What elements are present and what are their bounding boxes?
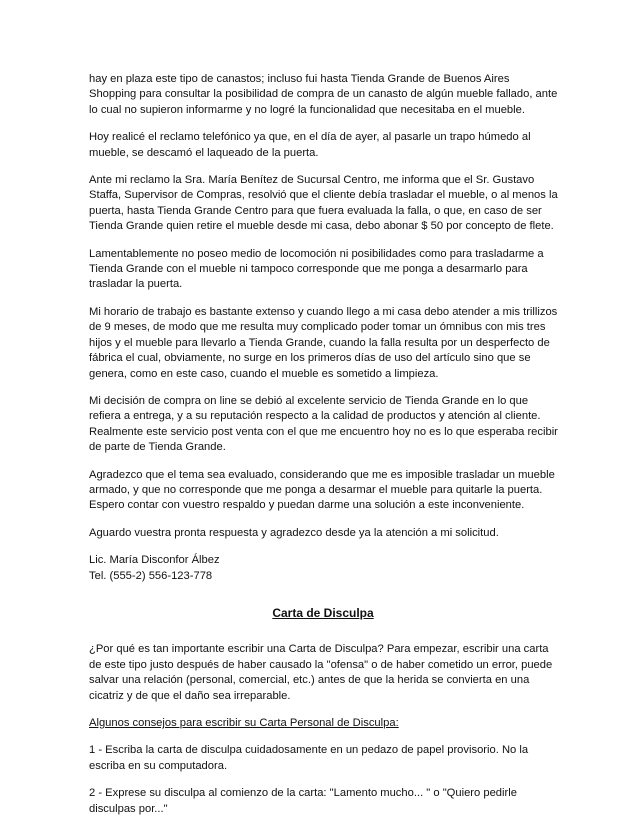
article-intro <box>89 642 557 704</box>
tip-1 <box>89 743 557 774</box>
text-line: trasladar la puerta. <box>89 278 183 291</box>
text-line: Ante mi reclamo la Sra. María Benítez de Sucursal Centro, me informa que el Sr. Gustavo <box>89 174 535 187</box>
text-line: fábrica el cual, obviamente, no surge en los primeros días de uso del artículo sino que se <box>89 352 531 365</box>
text-line: Mi decisión de compra on line se debió al excelente servicio de Tienda Grande en lo que <box>89 394 529 407</box>
text-line: lo cual no supieron informarme y no logré la funcionalidad que necesitaba en el mueble. <box>89 103 525 116</box>
letter-signature <box>89 553 557 584</box>
tips-heading: Algunos consejos para escribir su Carta Personal de Disculpa: <box>89 717 399 729</box>
tip-2 <box>89 786 557 817</box>
document-body <box>89 72 557 829</box>
letter-paragraph-3 <box>89 173 557 235</box>
text-line: ¿Por qué es tan importante escribir una Carta de Disculpa? Para empezar, escribir una carta <box>89 643 549 656</box>
letter-paragraph-2 <box>89 130 557 161</box>
text-line: Staffa, Supervisor de Compras, resolvió que el cliente debía trasladar el mueble, o al menos la <box>89 189 558 202</box>
text-line: Shopping para consultar la posibilidad de compra de un canasto de algún mueble fallado, ante <box>89 88 558 101</box>
text-line: disculpas por..." <box>89 802 168 815</box>
text-line: puerta, hasta Tienda Grande Centro para que fuera evaluada la falla, o que, en caso de ser <box>89 204 542 217</box>
text-line: Agradezco que el tema sea evaluado, considerando que me es imposible trasladar un mueble <box>89 468 555 481</box>
text-line: Espero contar con vuestro respaldo y puedan darme una solución a este inconveniente. <box>89 499 525 512</box>
letter-paragraph-5 <box>89 305 557 382</box>
text-line: de parte de Tienda Grande. <box>89 441 226 454</box>
text-line: Realmente este servicio post venta con el que me encuentro hoy no es lo que esperaba recibir <box>89 425 558 438</box>
letter-paragraph-8 <box>89 526 557 541</box>
letter-paragraph-7 <box>89 468 557 514</box>
letter-paragraph-6 <box>89 394 557 456</box>
text-line: mueble, se descamó el laqueado de la puerta. <box>89 146 319 159</box>
text-line: hay en plaza este tipo de canastos; incluso fui hasta Tienda Grande de Buenos Aires <box>89 73 510 85</box>
text-line: de este tipo justo después de haber causado la "ofensa" o de haber cometido un error, puede <box>89 658 553 671</box>
text-line: Hoy realicé el reclamo telefónico ya que, en el día de ayer, al pasarle un trapo húmedo al <box>89 131 531 144</box>
signature-name: Lic. María Disconfor Álbez <box>89 554 220 567</box>
text-line: 1 - Escriba la carta de disculpa cuidadosamente en un pedazo de papel provisorio. No la <box>89 744 529 757</box>
text-line: Mi horario de trabajo es bastante extenso y cuando llego a mi casa debo atender a mis trillizos <box>89 305 558 318</box>
text-line: salvar una relación (personal, comercial, etc.) antes de que la herida se convierta en una <box>89 674 530 687</box>
text-line: 2 - Exprese su disculpa al comienzo de la carta: "Lamento mucho... " o "Quiero pedirle <box>89 787 517 800</box>
text-line: armado, y que no corresponde que me ponga a desarmar el mueble para quitarle la puerta. <box>89 483 543 496</box>
signature-phone: Tel. (555-2) 556-123-778 <box>89 569 213 582</box>
letter-paragraph-1 <box>89 72 557 118</box>
text-line: de 9 meses, de modo que me resulta muy complicado poder tomar un ómnibus con mis tres <box>89 321 546 334</box>
text-line: hijos y el mueble para llevarlo a Tienda Grande, cuando la falla resulta por un desperfecto de <box>89 336 550 349</box>
section-title: Carta de Disculpa <box>272 605 374 620</box>
tips-heading-paragraph <box>89 716 557 731</box>
text-line: Tienda Grande con el mueble ni tampoco corresponde que me ponga a desarmarlo para <box>89 263 528 276</box>
text-line: Tienda Grande quien retire el mueble desde mi casa, debo abonar $ 50 por concepto de flete. <box>89 220 554 233</box>
text-line: Lamentablemente no poseo medio de locomoción ni posibilidades como para trasladarme a <box>89 247 544 260</box>
text-line: escriba en su computadora. <box>89 759 228 772</box>
text-line: Aguardo vuestra pronta respuesta y agradezco desde ya la atención a mi solicitud. <box>89 526 499 539</box>
text-line: cicatriz y de que el daño sea irreparable. <box>89 689 291 702</box>
letter-paragraph-4 <box>89 247 557 293</box>
text-line: genera, como en este caso, cuando el mueble es sometido a limpieza. <box>89 367 439 380</box>
text-line: refiera a entrega, y a su reputación respecto a la calidad de productos y atención al cliente. <box>89 410 541 423</box>
